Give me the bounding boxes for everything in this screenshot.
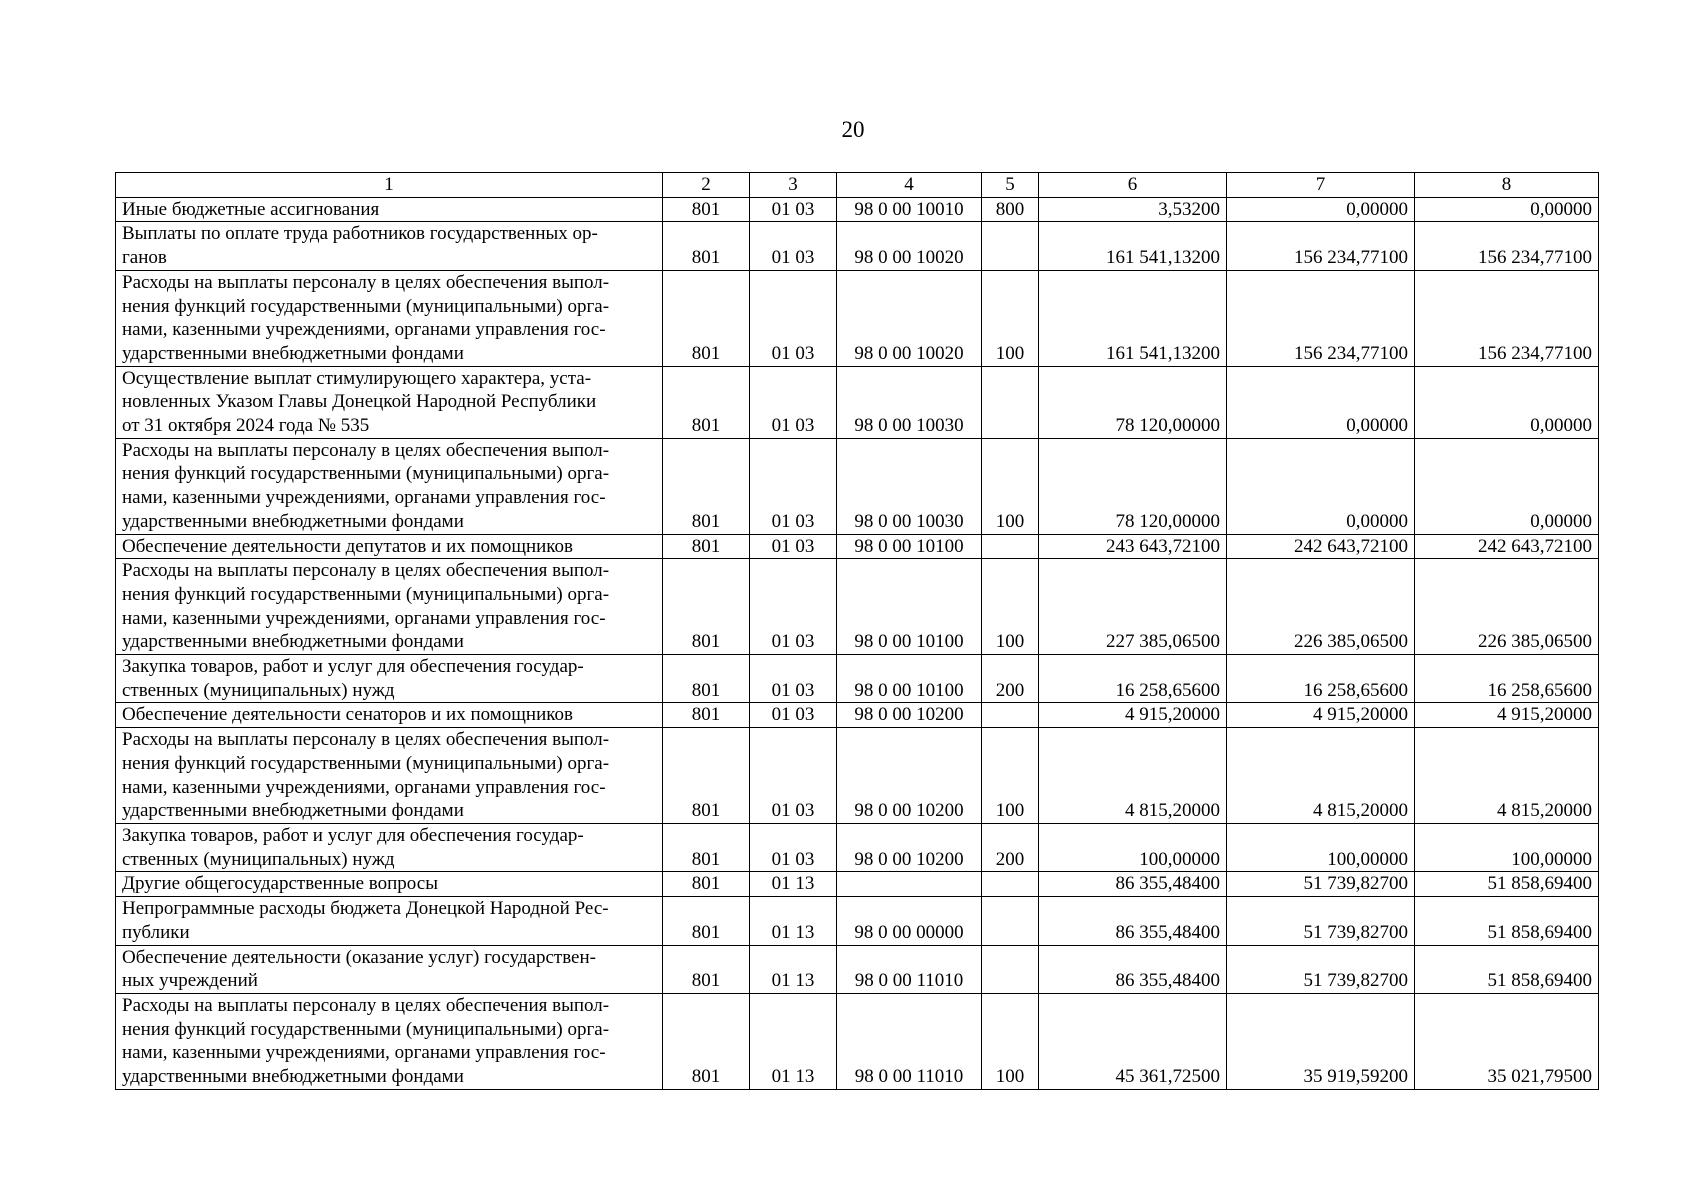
expense-type-cell: [982, 872, 1039, 897]
ministry-code-cell: 801: [663, 945, 750, 993]
expense-name-line: новленных Указом Главы Донецкой Народной Республики: [122, 391, 597, 413]
target-article-cell: 98 0 00 10100: [837, 534, 982, 559]
expense-name-cell: [116, 728, 663, 824]
amount-col-6-cell: 45 361,72500: [1039, 993, 1227, 1089]
table-row: [116, 823, 1599, 871]
expense-name-cell: [116, 993, 663, 1089]
table-row: [116, 872, 1599, 897]
amount-col-7-cell: 0,00000: [1227, 438, 1415, 534]
ministry-code-cell: 801: [663, 703, 750, 728]
expense-name-line: нения функций государственными (муниципальными) орга-: [122, 295, 610, 317]
table-row: [116, 534, 1599, 559]
table-body: [116, 197, 1599, 1089]
amount-col-7-cell: 156 234,77100: [1227, 222, 1415, 270]
amount-col-8-cell: 226 385,06500: [1415, 559, 1599, 655]
expense-name-line: Расходы на выплаты персоналу в целях обеспечения выпол-: [122, 994, 610, 1016]
amount-col-8-cell: 0,00000: [1415, 438, 1599, 534]
amount-col-6-cell: 243 643,72100: [1039, 534, 1227, 559]
amount-col-8-cell: 16 258,65600: [1415, 655, 1599, 703]
ministry-code-cell: 801: [663, 728, 750, 824]
expense-name-cell: [116, 945, 663, 993]
table-row: [116, 703, 1599, 728]
expense-name-line: нения функций государственными (муниципальными) орга-: [122, 583, 610, 605]
ministry-code-cell: 801: [663, 559, 750, 655]
amount-col-7-cell: 51 739,82700: [1227, 897, 1415, 945]
expense-name-line: Обеспечение деятельности (оказание услуг) государствен-: [122, 946, 596, 968]
expense-name-line: ных учреждений: [122, 970, 258, 992]
amount-col-7-cell: 51 739,82700: [1227, 872, 1415, 897]
amount-col-6-cell: 86 355,48400: [1039, 872, 1227, 897]
header-col-2: 2: [663, 173, 750, 198]
header-col-1: 1: [116, 173, 663, 198]
expense-name-line: нами, казенными учреждениями, органами управления гос-: [122, 1042, 606, 1064]
ministry-code-cell: 801: [663, 534, 750, 559]
expense-name-line: ганов: [122, 247, 167, 269]
ministry-code-cell: 801: [663, 655, 750, 703]
ministry-code-cell: 801: [663, 872, 750, 897]
amount-col-8-cell: 35 021,79500: [1415, 993, 1599, 1089]
expense-type-cell: [982, 897, 1039, 945]
expense-name-cell: [116, 897, 663, 945]
amount-col-8-cell: 0,00000: [1415, 366, 1599, 438]
ministry-code-cell: 801: [663, 270, 750, 366]
amount-col-6-cell: 100,00000: [1039, 823, 1227, 871]
amount-col-6-cell: 16 258,65600: [1039, 655, 1227, 703]
expense-type-cell: 100: [982, 270, 1039, 366]
expense-type-cell: [982, 945, 1039, 993]
amount-col-6-cell: 78 120,00000: [1039, 438, 1227, 534]
amount-col-6-cell: 161 541,13200: [1039, 222, 1227, 270]
target-article-cell: 98 0 00 10200: [837, 703, 982, 728]
expense-type-cell: [982, 222, 1039, 270]
target-article-cell: 98 0 00 10030: [837, 438, 982, 534]
ministry-code-cell: 801: [663, 993, 750, 1089]
expense-name-line: ударственными внебюджетными фондами: [122, 800, 464, 822]
target-article-cell: 98 0 00 10100: [837, 655, 982, 703]
amount-col-8-cell: 242 643,72100: [1415, 534, 1599, 559]
header-col-5: 5: [982, 173, 1039, 198]
header-row: [116, 173, 1599, 198]
target-article-cell: 98 0 00 10200: [837, 823, 982, 871]
amount-col-6-cell: 3,53200: [1039, 197, 1227, 222]
expense-type-cell: 200: [982, 823, 1039, 871]
section-code-cell: 01 13: [750, 945, 837, 993]
ministry-code-cell: 801: [663, 438, 750, 534]
expense-name-line: ственных (муниципальных) нужд: [122, 848, 395, 870]
amount-col-7-cell: 35 919,59200: [1227, 993, 1415, 1089]
expense-type-cell: 800: [982, 197, 1039, 222]
expense-name-line: ударственными внебюджетными фондами: [122, 1066, 464, 1088]
expense-type-cell: [982, 366, 1039, 438]
expense-name-line: нами, казенными учреждениями, органами управления гос-: [122, 487, 606, 509]
expense-name-line: Обеспечение деятельности сенаторов и их помощников: [122, 704, 573, 726]
expense-type-cell: 100: [982, 559, 1039, 655]
section-code-cell: 01 03: [750, 534, 837, 559]
amount-col-6-cell: 86 355,48400: [1039, 945, 1227, 993]
amount-col-7-cell: 0,00000: [1227, 197, 1415, 222]
expense-name-line: Непрограммные расходы бюджета Донецкой Народной Рес-: [122, 898, 609, 920]
table-row: [116, 728, 1599, 824]
expense-name-line: нами, казенными учреждениями, органами управления гос-: [122, 319, 606, 341]
expense-name-cell: [116, 559, 663, 655]
amount-col-6-cell: 78 120,00000: [1039, 366, 1227, 438]
target-article-cell: 98 0 00 10030: [837, 366, 982, 438]
amount-col-7-cell: 4 915,20000: [1227, 703, 1415, 728]
table-header: [116, 173, 1599, 198]
target-article-cell: 98 0 00 00000: [837, 897, 982, 945]
expense-name-cell: [116, 366, 663, 438]
amount-col-6-cell: 4 815,20000: [1039, 728, 1227, 824]
section-code-cell: 01 03: [750, 366, 837, 438]
expense-name-cell: [116, 438, 663, 534]
target-article-cell: 98 0 00 10020: [837, 270, 982, 366]
expense-name-line: Обеспечение деятельности депутатов и их помощников: [122, 535, 574, 557]
table-row: [116, 993, 1599, 1089]
expense-name-line: Выплаты по оплате труда работников государственных ор-: [122, 223, 598, 245]
expense-name-line: Расходы на выплаты персоналу в целях обеспечения выпол-: [122, 439, 610, 461]
amount-col-8-cell: 51 858,69400: [1415, 945, 1599, 993]
target-article-cell: [837, 872, 982, 897]
section-code-cell: 01 13: [750, 872, 837, 897]
section-code-cell: 01 03: [750, 270, 837, 366]
expense-name-cell: [116, 222, 663, 270]
expense-type-cell: 200: [982, 655, 1039, 703]
table-row: [116, 366, 1599, 438]
section-code-cell: 01 13: [750, 993, 837, 1089]
section-code-cell: 01 03: [750, 559, 837, 655]
expense-name-line: Расходы на выплаты персоналу в целях обеспечения выпол-: [122, 729, 610, 751]
expense-name-line: нения функций государственными (муниципальными) орга-: [122, 752, 610, 774]
target-article-cell: 98 0 00 10020: [837, 222, 982, 270]
section-code-cell: 01 03: [750, 438, 837, 534]
amount-col-6-cell: 86 355,48400: [1039, 897, 1227, 945]
amount-col-8-cell: 51 858,69400: [1415, 872, 1599, 897]
table-row: [116, 197, 1599, 222]
amount-col-8-cell: 156 234,77100: [1415, 222, 1599, 270]
header-col-8: 8: [1415, 173, 1599, 198]
page-number: 20: [841, 117, 865, 142]
amount-col-8-cell: 156 234,77100: [1415, 270, 1599, 366]
section-code-cell: 01 03: [750, 222, 837, 270]
expense-name-line: ударственными внебюджетными фондами: [122, 510, 464, 532]
expense-name-line: нами, казенными учреждениями, органами управления гос-: [122, 607, 606, 629]
section-code-cell: 01 03: [750, 823, 837, 871]
amount-col-8-cell: 4 915,20000: [1415, 703, 1599, 728]
expense-name-line: ударственными внебюджетными фондами: [122, 342, 464, 364]
expense-name-line: Расходы на выплаты персоналу в целях обеспечения выпол-: [122, 271, 610, 293]
amount-col-8-cell: 100,00000: [1415, 823, 1599, 871]
expense-name-line: от 31 октября 2024 года № 535: [122, 415, 370, 437]
table-row: [116, 222, 1599, 270]
table-row: [116, 655, 1599, 703]
expense-name-cell: [116, 823, 663, 871]
amount-col-6-cell: 161 541,13200: [1039, 270, 1227, 366]
expense-name-line: Осуществление выплат стимулирующего характера, уста-: [122, 367, 592, 389]
ministry-code-cell: 801: [663, 366, 750, 438]
target-article-cell: 98 0 00 10010: [837, 197, 982, 222]
amount-col-6-cell: 4 915,20000: [1039, 703, 1227, 728]
expense-name-line: нения функций государственными (муниципальными) орга-: [122, 1018, 610, 1040]
expense-name-line: Закупка товаров, работ и услуг для обеспечения государ-: [122, 656, 584, 678]
section-code-cell: 01 03: [750, 197, 837, 222]
expense-type-cell: 100: [982, 993, 1039, 1089]
expense-name-line: ударственными внебюджетными фондами: [122, 631, 464, 653]
expense-name-line: Другие общегосударственные вопросы: [122, 873, 438, 895]
amount-col-7-cell: 4 815,20000: [1227, 728, 1415, 824]
section-code-cell: 01 03: [750, 655, 837, 703]
target-article-cell: 98 0 00 11010: [837, 945, 982, 993]
table-row: [116, 897, 1599, 945]
ministry-code-cell: 801: [663, 222, 750, 270]
ministry-code-cell: 801: [663, 897, 750, 945]
section-code-cell: 01 13: [750, 897, 837, 945]
expense-name-line: нами, казенными учреждениями, органами управления гос-: [122, 776, 606, 798]
expense-name-cell: [116, 872, 663, 897]
table-row: [116, 559, 1599, 655]
amount-col-7-cell: 51 739,82700: [1227, 945, 1415, 993]
amount-col-7-cell: 156 234,77100: [1227, 270, 1415, 366]
table-row: [116, 270, 1599, 366]
header-col-3: 3: [750, 173, 837, 198]
expense-type-cell: [982, 703, 1039, 728]
expense-name-cell: [116, 534, 663, 559]
expense-name-line: ственных (муниципальных) нужд: [122, 679, 395, 701]
target-article-cell: 98 0 00 10200: [837, 728, 982, 824]
expense-name-line: Расходы на выплаты персоналу в целях обеспечения выпол-: [122, 560, 610, 582]
amount-col-7-cell: 226 385,06500: [1227, 559, 1415, 655]
expense-name-line: Иные бюджетные ассигнования: [122, 198, 380, 220]
header-col-6: 6: [1039, 173, 1227, 198]
target-article-cell: 98 0 00 10100: [837, 559, 982, 655]
amount-col-7-cell: 0,00000: [1227, 366, 1415, 438]
expense-name-line: нения функций государственными (муниципальными) орга-: [122, 463, 610, 485]
header-col-4: 4: [837, 173, 982, 198]
header-col-7: 7: [1227, 173, 1415, 198]
expense-name-cell: [116, 655, 663, 703]
amount-col-8-cell: 0,00000: [1415, 197, 1599, 222]
section-code-cell: 01 03: [750, 703, 837, 728]
amount-col-8-cell: 51 858,69400: [1415, 897, 1599, 945]
expense-type-cell: [982, 534, 1039, 559]
ministry-code-cell: 801: [663, 823, 750, 871]
expense-type-cell: 100: [982, 438, 1039, 534]
target-article-cell: 98 0 00 11010: [837, 993, 982, 1089]
amount-col-7-cell: 100,00000: [1227, 823, 1415, 871]
table-row: [116, 438, 1599, 534]
expense-name-line: Закупка товаров, работ и услуг для обеспечения государ-: [122, 824, 584, 846]
budget-table: [115, 172, 1599, 1090]
expense-name-line: публики: [122, 921, 190, 943]
expense-name-cell: [116, 270, 663, 366]
expense-name-cell: [116, 197, 663, 222]
amount-col-8-cell: 4 815,20000: [1415, 728, 1599, 824]
amount-col-6-cell: 227 385,06500: [1039, 559, 1227, 655]
ministry-code-cell: 801: [663, 197, 750, 222]
section-code-cell: 01 03: [750, 728, 837, 824]
amount-col-7-cell: 16 258,65600: [1227, 655, 1415, 703]
expense-type-cell: 100: [982, 728, 1039, 824]
amount-col-7-cell: 242 643,72100: [1227, 534, 1415, 559]
expense-name-cell: [116, 703, 663, 728]
table-row: [116, 945, 1599, 993]
